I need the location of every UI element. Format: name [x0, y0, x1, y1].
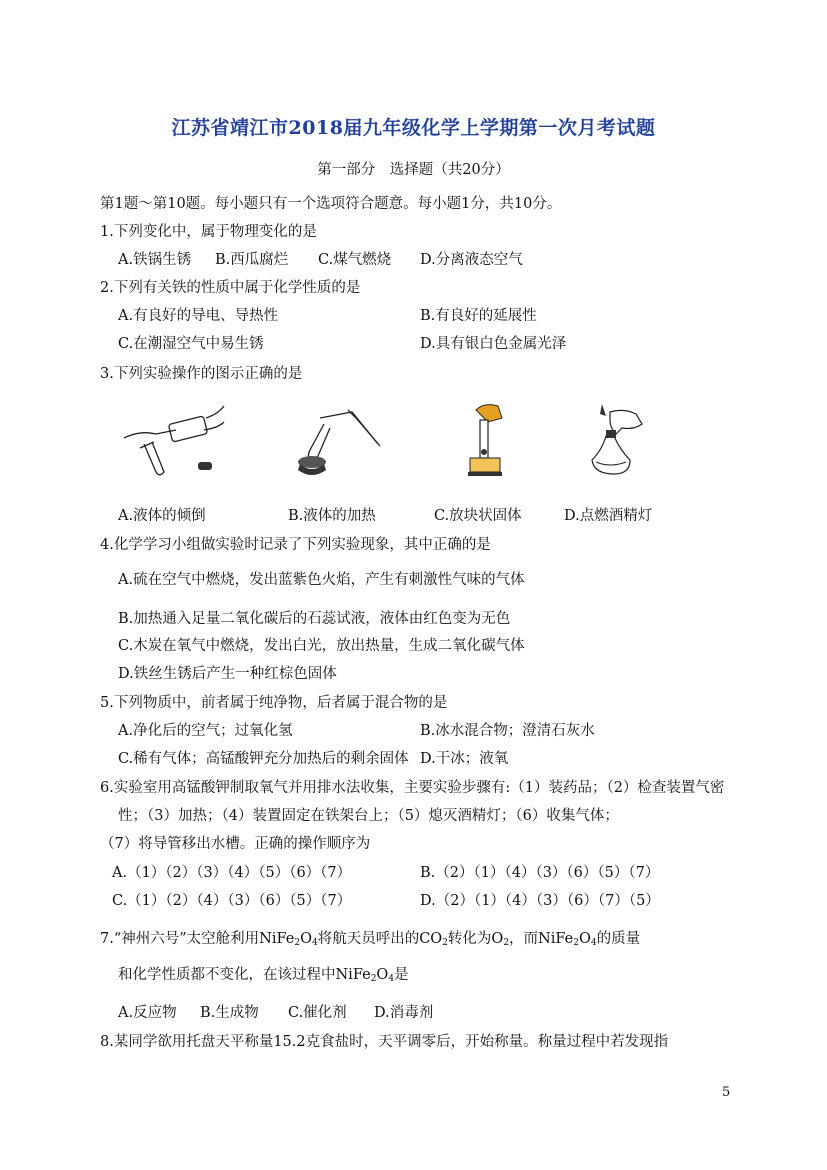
q7-option-a: A.反应物	[118, 1005, 177, 1021]
q4-option-c: C.木炭在氧气中燃烧，发出白光，放出热量，生成二氧化碳气体	[118, 638, 525, 654]
q3-stem: 3.下列实验操作的图示正确的是	[100, 366, 303, 382]
q1-option-b: B.西瓜腐烂	[215, 252, 289, 268]
q3-option-b: B.液体的加热	[288, 508, 376, 524]
q4-option-d: D.铁丝生锈后产生一种红棕色固体	[118, 666, 337, 682]
q3-option-c: C.放块状固体	[434, 508, 522, 524]
q2-option-d: D.具有银白色金属光泽	[420, 336, 567, 352]
q5-option-a: A.净化后的空气；过氧化氢	[118, 723, 293, 739]
pouring-liquid-icon	[120, 400, 230, 480]
q2-stem: 2.下列有关铁的性质中属于化学性质的是	[100, 280, 361, 296]
q1-option-d: D.分离液态空气	[420, 252, 523, 268]
q4-option-b: B.加热通入足量二氧化碳后的石蕊试液，液体由红色变为无色	[118, 611, 511, 627]
q7-stem-line1: 7.“神州六号”太空舱利用$NiFe_2O_4$将航天员呼出的$CO_2$转化为$O_2$，而$NiFe_2O_4$的质量	[100, 931, 641, 948]
q6-option-c: C.（1）（2）（4）（3）（6）（5）（7）	[112, 893, 352, 909]
q2-option-c: C.在潮湿空气中易生锈	[118, 336, 264, 352]
q7-option-b: B.生成物	[200, 1005, 259, 1021]
q7-option-d: D.消毒剂	[374, 1005, 434, 1021]
q2-option-b: B.有良好的延展性	[420, 308, 537, 324]
q5-option-c: C.稀有气体；高锰酸钾充分加热后的剩余固体	[118, 751, 409, 767]
q1-option-a: A.铁锅生锈	[118, 252, 192, 268]
section-subtitle: 第一部分 选择题（共20分）	[317, 162, 510, 178]
q4-stem: 4.化学学习小组做实验时记录了下列实验现象，其中正确的是	[100, 537, 491, 553]
q6-option-a: A.（1）（2）（3）（4）（5）（6）（7）	[112, 865, 352, 881]
q4-option-a: A.硫在空气中燃烧，发出蓝紫色火焰，产生有刺激性气味的气体	[118, 572, 525, 588]
q7-option-c: C.催化剂	[288, 1005, 347, 1021]
q1-stem: 1.下列变化中，属于物理变化的是	[100, 224, 317, 240]
q5-option-b: B.冰水混合物；澄清石灰水	[420, 723, 595, 739]
q2-option-a: A.有良好的导电、导热性	[118, 308, 279, 324]
q6-option-b: B.（2）（1）（4）（3）（6）（5）（7）	[420, 865, 660, 881]
placing-solid-icon	[458, 400, 518, 480]
q1-option-c: C.煤气燃烧	[318, 252, 392, 268]
q6-stem-line1: 6.实验室用高锰酸钾制取氧气并用排水法收集，主要实验步骤有:（1）装药品；（2）检查装置气密	[100, 780, 725, 796]
exam-title: 江苏省靖江市2018届九年级化学上学期第一次月考试题	[171, 117, 656, 139]
q6-stem-line3: （7）将导管移出水槽。正确的操作顺序为	[100, 836, 371, 852]
q6-option-d: D.（2）（1）（4）（3）（6）（7）（5）	[420, 893, 660, 909]
q8-stem: 8.某同学欲用托盘天平称量15.2克食盐时，天平调零后，开始称量。称量过程中若发现指	[100, 1034, 669, 1050]
lighting-alcohol-lamp-icon	[580, 400, 660, 480]
page-number: 5	[722, 1085, 731, 1100]
heating-liquid-icon	[290, 400, 390, 480]
q6-stem-line2: 性；（3）加热；（4）装置固定在铁架台上；（5）熄灭酒精灯；（6）收集气体；	[118, 808, 619, 824]
q7-stem-line2: 和化学性质都不变化，在该过程中$NiFe_2O_4$是	[118, 967, 409, 984]
section-instructions: 第1题～第10题。每小题只有一个选项符合题意。每小题1分，共10分。	[100, 196, 562, 212]
q5-stem: 5.下列物质中，前者属于纯净物，后者属于混合物的是	[100, 695, 448, 711]
q5-option-d: D.干冰；液氧	[420, 751, 509, 767]
q3-option-d: D.点燃酒精灯	[564, 508, 653, 524]
q3-option-a: A.液体的倾倒	[118, 508, 206, 524]
